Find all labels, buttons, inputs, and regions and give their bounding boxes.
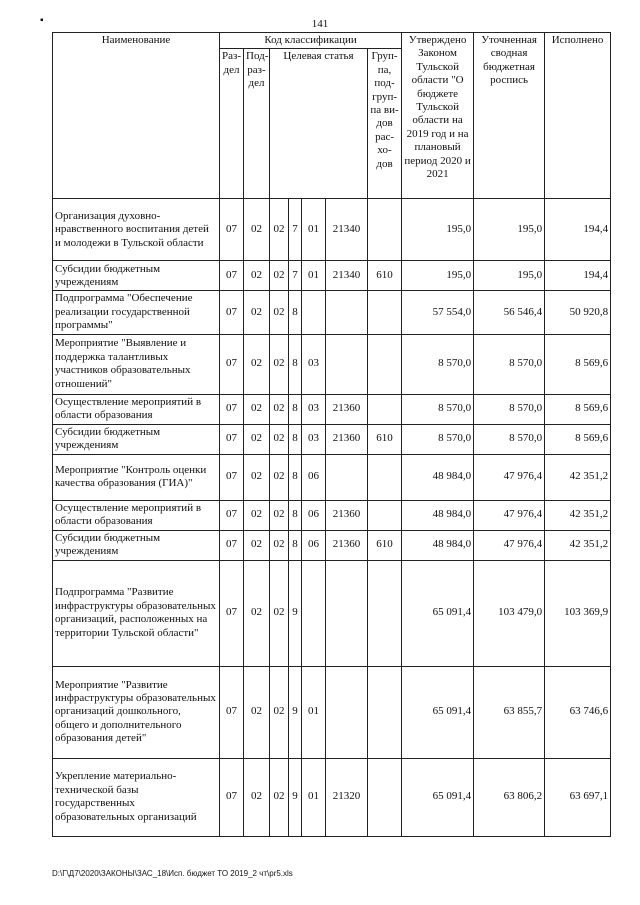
table-row	[53, 199, 611, 261]
header-expense-group: Груп-па, под-груп-па ви-дов рас-хо-дов	[368, 49, 402, 199]
header-target-article: Целевая статья	[270, 49, 368, 199]
row-target-2: 8	[289, 530, 302, 560]
row-target-4: 21320	[326, 758, 368, 836]
row-expense-group: 610	[368, 424, 402, 454]
row-target-4	[326, 334, 368, 394]
table-row	[53, 334, 611, 394]
row-target-4	[326, 291, 368, 334]
row-target-3: 06	[302, 530, 326, 560]
row-target-3: 01	[302, 261, 326, 291]
row-refined: 63 855,7	[474, 666, 545, 758]
row-section: 07	[220, 500, 244, 530]
row-name: Осуществление мероприятий в области образования	[53, 500, 220, 530]
row-target-1: 02	[270, 334, 289, 394]
page-number: 141	[311, 18, 329, 30]
row-subsection: 02	[244, 291, 270, 334]
row-approved: 65 091,4	[402, 758, 474, 836]
row-target-1: 02	[270, 666, 289, 758]
table-row	[53, 758, 611, 836]
budget-table	[52, 32, 611, 837]
row-target-2: 8	[289, 424, 302, 454]
row-section: 07	[220, 454, 244, 500]
row-expense-group	[368, 291, 402, 334]
row-subsection: 02	[244, 199, 270, 261]
row-subsection: 02	[244, 530, 270, 560]
row-subsection: 02	[244, 334, 270, 394]
row-target-3: 01	[302, 199, 326, 261]
row-target-2: 9	[289, 666, 302, 758]
row-target-2: 8	[289, 291, 302, 334]
row-target-4: 21360	[326, 530, 368, 560]
row-executed: 8 569,6	[545, 394, 611, 424]
row-subsection: 02	[244, 666, 270, 758]
row-expense-group	[368, 560, 402, 666]
table-row	[53, 666, 611, 758]
row-name: Субсидии бюджетным учреждениям	[53, 261, 220, 291]
row-executed: 194,4	[545, 261, 611, 291]
row-section: 07	[220, 291, 244, 334]
table-row	[53, 560, 611, 666]
row-section: 07	[220, 261, 244, 291]
row-target-1: 02	[270, 394, 289, 424]
row-target-4: 21340	[326, 199, 368, 261]
row-expense-group	[368, 199, 402, 261]
row-approved: 8 570,0	[402, 334, 474, 394]
row-approved: 48 984,0	[402, 500, 474, 530]
row-name: Подпрограмма "Развитие инфраструктуры образовательных организаций, расположенных на территории Тульской области"	[53, 560, 220, 666]
row-target-3: 03	[302, 424, 326, 454]
row-expense-group	[368, 394, 402, 424]
table-row	[53, 530, 611, 560]
row-target-4	[326, 560, 368, 666]
row-target-4: 21360	[326, 394, 368, 424]
row-executed: 42 351,2	[545, 530, 611, 560]
row-expense-group: 610	[368, 261, 402, 291]
row-target-2: 8	[289, 500, 302, 530]
row-approved: 48 984,0	[402, 454, 474, 500]
row-refined: 8 570,0	[474, 394, 545, 424]
row-expense-group: 610	[368, 530, 402, 560]
row-target-1: 02	[270, 530, 289, 560]
row-name: Подпрограмма "Обеспечение реализации государственной программы"	[53, 291, 220, 334]
footer-file-path: D:\Г\Д7\2020\ЗАКОНЫ\ЗАС_18\Исп. бюджет ТО 2019_2 чт\pr5.xls	[52, 869, 293, 878]
row-refined: 56 546,4	[474, 291, 545, 334]
row-expense-group	[368, 334, 402, 394]
row-section: 07	[220, 530, 244, 560]
row-target-4: 21360	[326, 500, 368, 530]
row-target-4: 21340	[326, 261, 368, 291]
row-refined: 47 976,4	[474, 530, 545, 560]
row-subsection: 02	[244, 454, 270, 500]
row-target-2: 8	[289, 334, 302, 394]
row-executed: 42 351,2	[545, 500, 611, 530]
row-section: 07	[220, 424, 244, 454]
header-subsection: Под-раз-дел	[244, 49, 270, 199]
row-target-3: 01	[302, 758, 326, 836]
row-approved: 8 570,0	[402, 394, 474, 424]
row-refined: 8 570,0	[474, 334, 545, 394]
row-approved: 48 984,0	[402, 530, 474, 560]
row-target-4	[326, 454, 368, 500]
row-target-3: 03	[302, 394, 326, 424]
row-section: 07	[220, 758, 244, 836]
row-executed: 194,4	[545, 199, 611, 261]
row-target-1: 02	[270, 454, 289, 500]
row-target-1: 02	[270, 199, 289, 261]
row-executed: 63 697,1	[545, 758, 611, 836]
row-executed: 103 369,9	[545, 560, 611, 666]
table-row	[53, 454, 611, 500]
row-subsection: 02	[244, 758, 270, 836]
page-mark: ▪	[40, 15, 44, 26]
row-subsection: 02	[244, 424, 270, 454]
header-section: Раз-дел	[220, 49, 244, 199]
row-target-3: 06	[302, 454, 326, 500]
row-target-1: 02	[270, 291, 289, 334]
row-executed: 42 351,2	[545, 454, 611, 500]
row-target-1: 02	[270, 500, 289, 530]
row-approved: 195,0	[402, 199, 474, 261]
row-target-2: 8	[289, 394, 302, 424]
row-section: 07	[220, 394, 244, 424]
row-target-2: 9	[289, 560, 302, 666]
row-name: Мероприятие "Выявление и поддержка талантливых участников образовательных отношений"	[53, 334, 220, 394]
row-target-3: 06	[302, 500, 326, 530]
row-expense-group	[368, 758, 402, 836]
row-section: 07	[220, 560, 244, 666]
row-approved: 65 091,4	[402, 666, 474, 758]
row-name: Организация духовно-нравственного воспитания детей и молодежи в Тульской области	[53, 199, 220, 261]
row-refined: 195,0	[474, 261, 545, 291]
header-classification: Код классификации	[220, 33, 402, 49]
row-target-4: 21360	[326, 424, 368, 454]
table-row	[53, 394, 611, 424]
header-executed: Исполнено	[545, 33, 611, 199]
row-subsection: 02	[244, 500, 270, 530]
row-refined: 47 976,4	[474, 500, 545, 530]
row-approved: 57 554,0	[402, 291, 474, 334]
row-target-3	[302, 560, 326, 666]
row-executed: 50 920,8	[545, 291, 611, 334]
row-target-1: 02	[270, 424, 289, 454]
row-name: Мероприятие "Контроль оценки качества образования (ГИА)"	[53, 454, 220, 500]
row-expense-group	[368, 666, 402, 758]
row-target-1: 02	[270, 560, 289, 666]
row-expense-group	[368, 500, 402, 530]
row-name: Субсидии бюджетным учреждениям	[53, 530, 220, 560]
row-name: Осуществление мероприятий в области образования	[53, 394, 220, 424]
row-target-3	[302, 291, 326, 334]
row-refined: 8 570,0	[474, 424, 545, 454]
row-name: Укрепление материально-технической базы государственных образовательных организаций	[53, 758, 220, 836]
row-target-3: 01	[302, 666, 326, 758]
row-target-2: 8	[289, 454, 302, 500]
header-name: Наименование	[53, 33, 220, 199]
row-expense-group	[368, 454, 402, 500]
row-executed: 8 569,6	[545, 334, 611, 394]
row-target-2: 7	[289, 199, 302, 261]
header-approved: Утверждено Законом Тульской области "О бюджете Тульской области на 2019 год и на плановый период 2020 и 2021	[402, 33, 474, 199]
table-row	[53, 500, 611, 530]
row-refined: 63 806,2	[474, 758, 545, 836]
row-name: Субсидии бюджетным учреждениям	[53, 424, 220, 454]
row-approved: 65 091,4	[402, 560, 474, 666]
row-refined: 195,0	[474, 199, 545, 261]
row-target-1: 02	[270, 758, 289, 836]
header-refined: Уточненная сводная бюджетная роспись	[474, 33, 545, 199]
row-executed: 63 746,6	[545, 666, 611, 758]
row-name: Мероприятие "Развитие инфраструктуры образовательных организаций дошкольного, общего и дополнительного образования детей"	[53, 666, 220, 758]
row-section: 07	[220, 334, 244, 394]
row-section: 07	[220, 666, 244, 758]
row-subsection: 02	[244, 394, 270, 424]
row-approved: 195,0	[402, 261, 474, 291]
table-row	[53, 291, 611, 334]
row-target-2: 9	[289, 758, 302, 836]
row-section: 07	[220, 199, 244, 261]
row-target-1: 02	[270, 261, 289, 291]
row-target-2: 7	[289, 261, 302, 291]
row-target-4	[326, 666, 368, 758]
row-executed: 8 569,6	[545, 424, 611, 454]
row-approved: 8 570,0	[402, 424, 474, 454]
row-subsection: 02	[244, 560, 270, 666]
table-row	[53, 261, 611, 291]
table-row	[53, 424, 611, 454]
row-refined: 47 976,4	[474, 454, 545, 500]
row-refined: 103 479,0	[474, 560, 545, 666]
row-subsection: 02	[244, 261, 270, 291]
row-target-3: 03	[302, 334, 326, 394]
